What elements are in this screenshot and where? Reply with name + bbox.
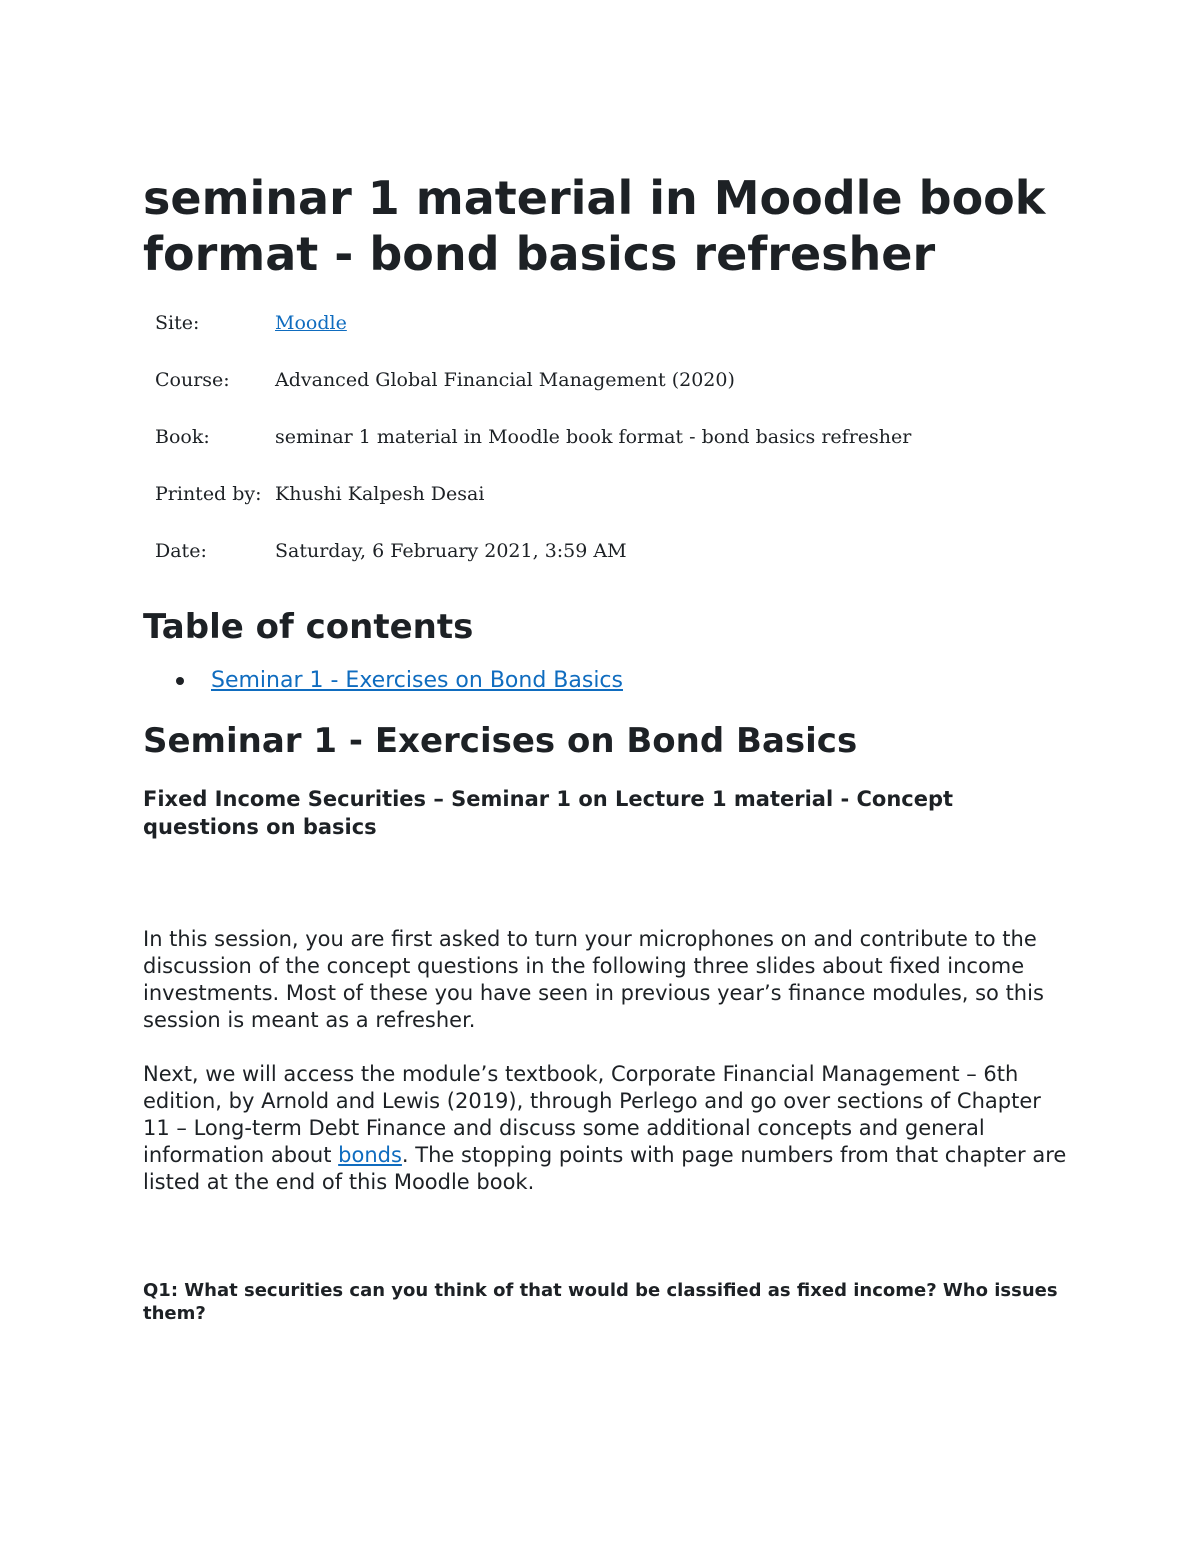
bonds-link[interactable]: bonds (338, 1143, 402, 1167)
printed-by-value: Khushi Kalpesh Desai (275, 483, 485, 505)
toc-list (143, 663, 1073, 699)
date-label: Date: (155, 540, 207, 562)
document-page (143, 170, 1073, 1325)
book-info-table (155, 312, 1073, 597)
textbook-paragraph-end: . The stopping points with page numbers from that chapter are listed at the end of this Moodle book. (143, 1143, 1067, 1194)
toc-heading: Table of contents (143, 607, 474, 647)
course-label: Course: (155, 369, 230, 391)
intro-paragraph: In this session, you are first asked to turn your microphones on and contribute to the discussion of the concept questions in the following three slides about fixed income investments. Most of these you have seen in previous year’s finance modules, so this session is meant as a refresher. (143, 927, 1044, 1032)
date-value: Saturday, 6 February 2021, 3:59 AM (275, 540, 627, 562)
meta-row-printed-by (155, 483, 1073, 540)
meta-row-site (155, 312, 1073, 369)
course-value: Advanced Global Financial Management (2020) (275, 369, 735, 391)
bullet-icon (176, 677, 184, 685)
section-subheading: Fixed Income Securities – Seminar 1 on Lecture 1 material - Concept questions on basics (143, 787, 954, 839)
site-label: Site: (155, 312, 200, 334)
meta-row-book (155, 426, 1073, 483)
toc-item (143, 663, 1073, 699)
question-1: Q1: What securities can you think of that would be classified as fixed income? Who issues them? (143, 1280, 1058, 1324)
meta-row-date (155, 540, 1073, 597)
textbook-paragraph-text: Next, we will access the module’s textbook, Corporate Financial Management – 6th edition, by Arnold and Lewis (2019), through Perlego and go over sections of Chapter 11 – Long-term Debt Finance and discuss some additional concepts and general information about (143, 1062, 1041, 1167)
textbook-paragraph (143, 1061, 1073, 1196)
site-value-cell (275, 312, 1073, 334)
page-title: seminar 1 material in Moodle book format - bond basics refresher (143, 171, 1046, 281)
book-label: Book: (155, 426, 210, 448)
meta-row-course (155, 369, 1073, 426)
printed-by-label: Printed by: (155, 483, 262, 505)
section-heading: Seminar 1 - Exercises on Bond Basics (143, 721, 858, 761)
toc-link-seminar-1[interactable]: Seminar 1 - Exercises on Bond Basics (211, 668, 623, 693)
book-value: seminar 1 material in Moodle book format - bond basics refresher (275, 426, 912, 448)
site-link[interactable]: Moodle (275, 312, 347, 334)
